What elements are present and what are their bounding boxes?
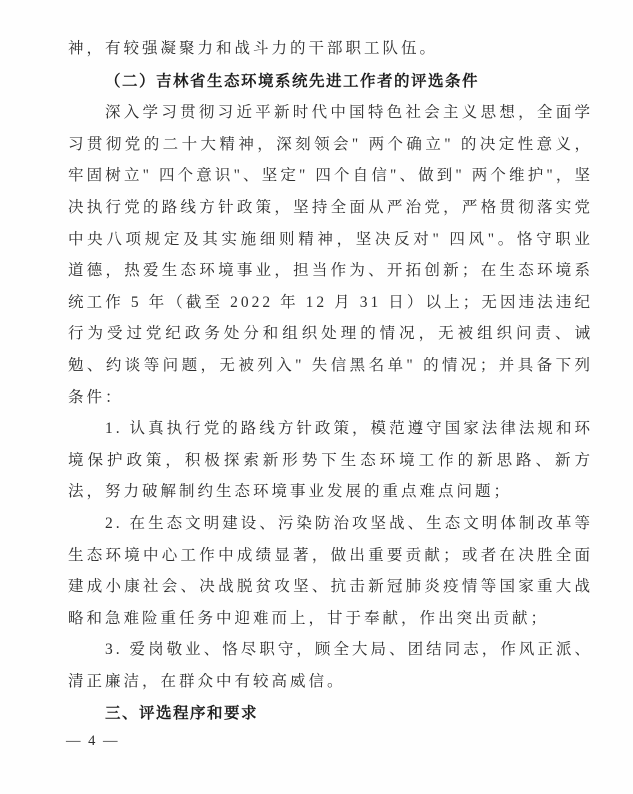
paragraph-continuation: 神，有较强凝聚力和战斗力的干部职工队伍。: [68, 40, 439, 57]
list-item-2: 2. 在生态文明建设、污染防治攻坚战、生态文明体制改革等生态环境中心工作中成绩显著，做出重要贡献；或者在决胜全面建成小康社会、决战脱贫攻坚、抗击新冠肺炎疫情等国家重大战略和急难险重任务中迎难而上，甘于奉献，作出突出贡献；: [68, 514, 593, 627]
document-body: [68, 33, 593, 730]
section-heading-procedure: 三、评选程序和要求: [105, 705, 259, 723]
paragraph-criteria-overview: 深入学习贯彻习近平新时代中国特色社会主义思想，全面学习贯彻党的二十大精神，深刻领会" 两个确立" 的决定性意义，牢固树立" 四个意识"、坚定" 四个自信"、做到" 两个维护"，坚决执行党的路线方针政策，坚持全面从严治党，严格贯彻落实党中央八项规定及其实施细则精神，坚决反对" 四风"。恪守职业道德，热爱生态环境事业，担当作为、开拓创新；在生态环境系统工作 5 年（截至 2022 年 12 月 31 日）以上；无因违法违纪行为受过党纪政务处分和组织处理的情况，无被组织问责、诫勉、约谈等问题，无被列入" 失信黑名单" 的情况；并具备下列条件：: [68, 104, 593, 406]
list-item-3: 3. 爱岗敬业、恪尽职守，顾全大局、团结同志，作风正派、清正廉洁，在群众中有较高威信。: [68, 641, 593, 690]
page-number: — 4 —: [66, 733, 120, 749]
list-item-1: 1. 认真执行党的路线方针政策，模范遵守国家法律法规和环境保护政策，积极探索新形势下生态环境工作的新思路、新方法，努力破解制约生态环境事业发展的重点难点问题；: [68, 420, 593, 501]
section-heading-selection-criteria: （二）吉林省生态环境系统先进工作者的评选条件: [105, 72, 480, 90]
